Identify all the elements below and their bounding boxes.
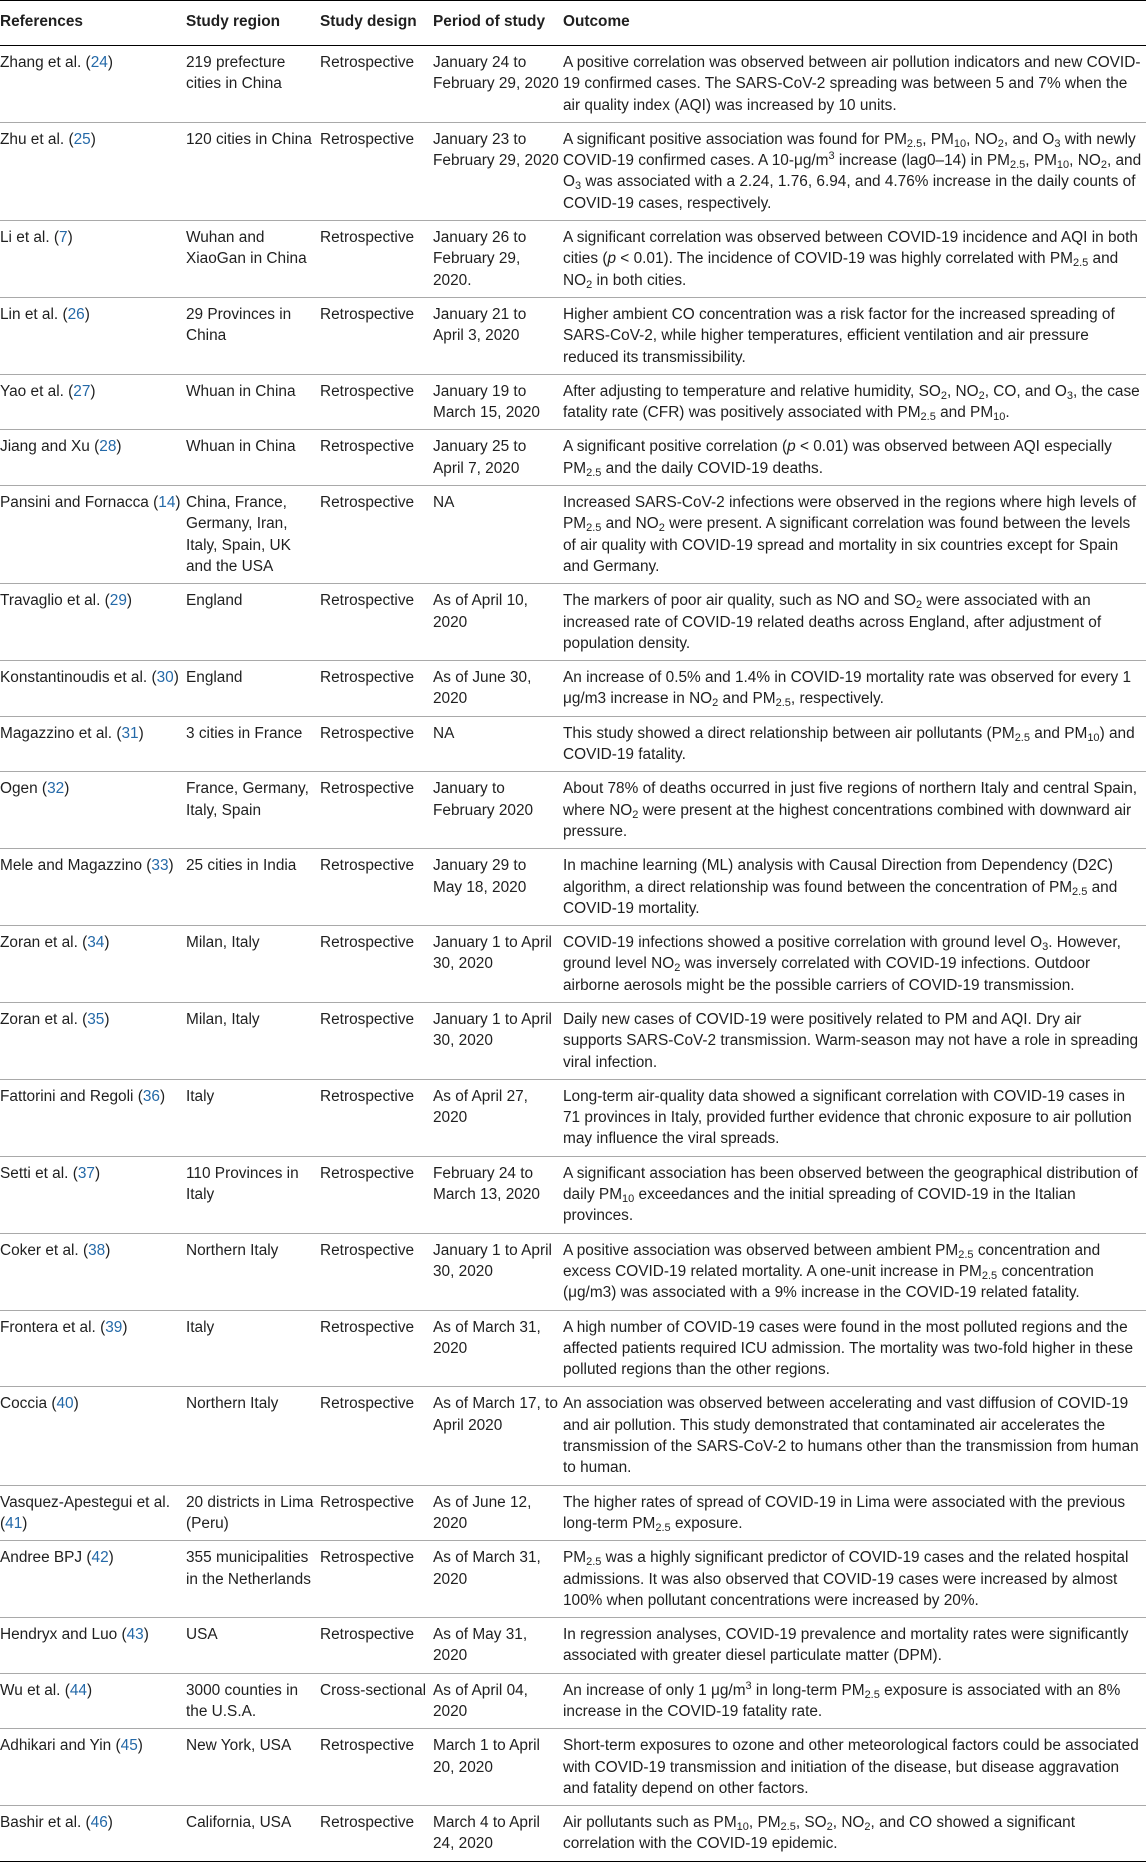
reference-number-link[interactable]: 37 <box>77 1164 95 1182</box>
study-design-cell: Retrospective <box>320 1618 433 1674</box>
reference-number-link[interactable]: 36 <box>142 1087 160 1105</box>
reference-author: Konstantinoudis et al. ( <box>0 669 157 687</box>
header-study-design: Study design <box>320 1 433 46</box>
reference-author: Zhu et al. ( <box>0 130 74 148</box>
reference-number-link[interactable]: 25 <box>73 130 91 148</box>
table-row <box>0 1806 1146 1862</box>
outcome-cell: An increase of 0.5% and 1.4% in COVID-19 mortality rate was observed for every 1 μg/m3 increase in $NO_2$ and $PM_{2.5}$, respectively. <box>563 661 1146 717</box>
study-region-cell: 3000 counties in the U.S.A. <box>186 1673 320 1729</box>
table-row <box>0 772 1146 849</box>
reference-number-link[interactable]: 42 <box>91 1549 109 1567</box>
reference-author: Wu et al. ( <box>0 1681 70 1699</box>
study-period-cell: January 24 to February 29, 2020 <box>433 46 563 123</box>
table-row <box>0 1002 1146 1079</box>
study-period-cell: January 23 to February 29, 2020 <box>433 122 563 220</box>
reference-number-link[interactable]: 29 <box>109 592 127 610</box>
study-period-cell: As of April 04, 2020 <box>433 1673 563 1729</box>
reference-author: Jiang and Xu ( <box>0 438 100 456</box>
table-row <box>0 849 1146 926</box>
reference-close-paren: ) <box>94 1164 101 1182</box>
table-row <box>0 1729 1146 1806</box>
outcome-cell: A high number of COVID-19 cases were found in the most polluted regions and the affected patients required ICU admission. The mortality was two-fold higher in these polluted regions than the other regions. <box>563 1310 1146 1387</box>
study-period-cell: March 1 to April 20, 2020 <box>433 1729 563 1806</box>
study-region-cell: New York, USA <box>186 1729 320 1806</box>
outcome-cell: In machine learning (ML) analysis with Causal Direction from Dependency (D2C) algorithm, a direct relationship was found between the concentration of $PM_{2.5}$ and COVID-19 mortality. <box>563 849 1146 926</box>
reference-author: Frontera et al. ( <box>0 1318 106 1336</box>
reference-number-link[interactable]: 40 <box>56 1395 74 1413</box>
study-period-cell: January 1 to April 30, 2020 <box>433 926 563 1003</box>
table-row <box>0 1156 1146 1233</box>
reference-number-link[interactable]: 26 <box>67 305 85 323</box>
study-region-cell: 20 districts in Lima (Peru) <box>186 1485 320 1541</box>
reference-close-paren: ) <box>84 305 90 323</box>
reference-author: Zoran et al. ( <box>0 1010 88 1028</box>
study-design-cell: Retrospective <box>320 1387 433 1485</box>
reference-author: Ogen ( <box>0 780 48 798</box>
study-period-cell: January 26 to February 29, 2020. <box>433 221 563 298</box>
study-region-cell: 219 prefecture cities in China <box>186 46 320 123</box>
outcome-cell: Short-term exposures to ozone and other meteorological factors could be associated with COVID-19 transmission and initiation of the disease, but disease aggravation and fatality depend on other factors. <box>563 1729 1146 1806</box>
study-region-cell: Italy <box>186 1310 320 1387</box>
study-region-cell: 29 Provinces in China <box>186 297 320 374</box>
reference-cell <box>0 1156 186 1233</box>
study-design-cell: Retrospective <box>320 1729 433 1806</box>
reference-number-link[interactable]: 39 <box>105 1318 123 1336</box>
study-region-cell: Northern Italy <box>186 1233 320 1310</box>
reference-close-paren: ) <box>108 1549 114 1567</box>
table-row <box>0 1673 1146 1729</box>
reference-cell <box>0 297 186 374</box>
reference-close-paren: ) <box>104 1010 110 1028</box>
reference-cell <box>0 1233 186 1310</box>
reference-cell <box>0 772 186 849</box>
reference-cell <box>0 1485 186 1541</box>
reference-number-link[interactable]: 32 <box>47 780 65 798</box>
outcome-cell: A significant correlation was observed between COVID-19 incidence and AQI in both cities (p < 0.01). The incidence of COVID-19 was highly correlated with $PM_{2.5}$ and $NO_2$ in both cities. <box>563 221 1146 298</box>
table-row <box>0 661 1146 717</box>
reference-cell <box>0 584 186 661</box>
reference-number-link[interactable]: 30 <box>156 669 174 687</box>
reference-cell <box>0 849 186 926</box>
outcome-cell: In regression analyses, COVID-19 prevalence and mortality rates were significantly associated with greater diesel particulate matter (DPM). <box>563 1618 1146 1674</box>
reference-number-link[interactable]: 33 <box>151 857 169 875</box>
reference-author: Travaglio et al. ( <box>0 592 110 610</box>
outcome-cell: Air pollutants such as $PM_{10}$, $PM_{2.5}$, $SO_2$, $NO_2$, and CO showed a significant correlation with the COVID-19 epidemic. <box>563 1806 1146 1862</box>
reference-close-paren: ) <box>122 1318 128 1336</box>
table-row <box>0 1541 1146 1618</box>
header-period-of-study: Period of study <box>433 1 563 46</box>
study-region-cell: California, USA <box>186 1806 320 1862</box>
reference-number-link[interactable]: 43 <box>126 1626 144 1644</box>
reference-cell <box>0 221 186 298</box>
reference-number-link[interactable]: 35 <box>87 1010 105 1028</box>
header-row <box>0 1 1146 46</box>
table-row <box>0 297 1146 374</box>
reference-cell <box>0 46 186 123</box>
study-region-cell: France, Germany, Italy, Spain <box>186 772 320 849</box>
reference-author: Magazzino et al. ( <box>0 724 122 742</box>
reference-cell <box>0 1002 186 1079</box>
outcome-cell: Long-term air-quality data showed a significant correlation with COVID-19 cases in 71 provinces in Italy, provided further evidence that chronic exposure to air pollution may influence the viral spreads. <box>563 1079 1146 1156</box>
table-row <box>0 1310 1146 1387</box>
reference-number-link[interactable]: 41 <box>5 1514 23 1532</box>
study-period-cell: January 1 to April 30, 2020 <box>433 1233 563 1310</box>
table-row <box>0 1618 1146 1674</box>
reference-cell <box>0 1618 186 1674</box>
table-row <box>0 1079 1146 1156</box>
reference-number-link[interactable]: 27 <box>73 382 91 400</box>
study-region-cell: Whuan in China <box>186 430 320 486</box>
study-design-cell: Retrospective <box>320 926 433 1003</box>
reference-cell <box>0 1310 186 1387</box>
study-region-cell: Northern Italy <box>186 1387 320 1485</box>
header-outcome: Outcome <box>563 1 1146 46</box>
reference-close-paren: ) <box>90 130 96 148</box>
outcome-cell: This study showed a direct relationship between air pollutants ($PM_{2.5}$ and $PM_{10}$) and COVID-19 fatality. <box>563 716 1146 772</box>
table-row <box>0 122 1146 220</box>
table-row <box>0 1485 1146 1541</box>
table-row <box>0 926 1146 1003</box>
outcome-cell: Higher ambient CO concentration was a risk factor for the increased spreading of SARS-CoV-2, while higher temperatures, efficient ventilation and air pressure reduced its transmissibility. <box>563 297 1146 374</box>
study-period-cell: As of April 10, 2020 <box>433 584 563 661</box>
study-design-cell: Retrospective <box>320 1485 433 1541</box>
study-design-cell: Retrospective <box>320 849 433 926</box>
table-body <box>0 46 1146 1862</box>
reference-close-paren: ) <box>90 382 96 400</box>
reference-cell <box>0 926 186 1003</box>
reference-close-paren: ) <box>173 669 179 687</box>
reference-number-link[interactable]: 7 <box>59 229 68 247</box>
table-row <box>0 716 1146 772</box>
reference-author: Pansini and Fornacca ( <box>0 494 159 512</box>
reference-close-paren: ) <box>73 1395 79 1413</box>
outcome-cell: A positive association was observed between ambient $PM_{2.5}$ concentration and excess COVID-19 related mortality. A one-unit increase in $PM_{2.5}$ concentration (μg/m3) was associated with a 9% increase in the COVID-19 related fatality. <box>563 1233 1146 1310</box>
reference-cell <box>0 1729 186 1806</box>
reference-number-link[interactable]: 14 <box>158 494 176 512</box>
study-period-cell: As of March 31, 2020 <box>433 1541 563 1618</box>
outcome-cell: Daily new cases of COVID-19 were positively related to PM and AQI. Dry air supports SARS-CoV-2 transmission. Warm-season may not have a role in spreading viral infection. <box>563 1002 1146 1079</box>
reference-author: Coker et al. ( <box>0 1241 89 1259</box>
reference-cell <box>0 1673 186 1729</box>
outcome-cell: An increase of only 1 $\mu g/m^3$ in long-term $PM_{2.5}$ exposure is associated with an 8% increase in the COVID-19 fatality rate. <box>563 1673 1146 1729</box>
outcome-cell: A significant positive association was found for $PM_{2.5}$, $PM_{10}$, $NO_2$, and $O_3$ with newly COVID-19 confirmed cases. A $10-\mu g/m^3$ increase (lag0–14) in $PM_{2.5}$, $PM_{10}$, $NO_2$, and $O_3$ was associated with a 2.24, 1.76, 6.94, and 4.76% increase in the daily counts of COVID-19 cases, respectively. <box>563 122 1146 220</box>
reference-close-paren: ) <box>86 1681 93 1699</box>
table-row <box>0 1233 1146 1310</box>
study-period-cell: As of June 30, 2020 <box>433 661 563 717</box>
reference-cell <box>0 430 186 486</box>
reference-cell <box>0 374 186 430</box>
study-period-cell: As of May 31, 2020 <box>433 1618 563 1674</box>
study-region-cell: Milan, Italy <box>186 1002 320 1079</box>
study-design-cell: Cross-sectional <box>320 1673 433 1729</box>
outcome-cell: The higher rates of spread of COVID-19 in Lima were associated with the previous long-term $PM_{2.5}$ exposure. <box>563 1485 1146 1541</box>
reference-author: Hendryx and Luo ( <box>0 1626 127 1644</box>
reference-number-link[interactable]: 38 <box>88 1241 106 1259</box>
study-period-cell: January to February 2020 <box>433 772 563 849</box>
reference-author: Setti et al. ( <box>0 1164 78 1182</box>
reference-close-paren: ) <box>175 494 181 512</box>
outcome-cell: About 78% of deaths occurred in just five regions of northern Italy and central Spain, where $NO_2$ were present at the highest concentrations combined with downward air pressure. <box>563 772 1146 849</box>
study-period-cell: January 25 to April 7, 2020 <box>433 430 563 486</box>
study-period-cell: January 1 to April 30, 2020 <box>433 1002 563 1079</box>
reference-close-paren: ) <box>107 54 113 71</box>
outcome-cell: After adjusting to temperature and relative humidity, $SO_2$, $NO_2$, CO, and $O_3$, the case fatality rate (CFR) was positively associated with $PM_{2.5}$ and $PM_{10}$. <box>563 374 1146 430</box>
reference-close-paren: ) <box>22 1514 28 1532</box>
reference-author: Adhikari and Yin ( <box>0 1737 121 1755</box>
reference-author: Zhang et al. ( <box>0 54 91 71</box>
table-row <box>0 374 1146 430</box>
study-design-cell: Retrospective <box>320 221 433 298</box>
reference-author: Zoran et al. ( <box>0 934 88 952</box>
outcome-cell: An association was observed between accelerating and vast diffusion of COVID-19 and air pollution. This study demonstrated that contaminated air accelerates the transmission of the SARS-CoV-2 to humans other than the transmission from human to human. <box>563 1387 1146 1485</box>
study-design-cell: Retrospective <box>320 297 433 374</box>
study-region-cell: 120 cities in China <box>186 122 320 220</box>
reference-cell <box>0 1079 186 1156</box>
study-design-cell: Retrospective <box>320 1002 433 1079</box>
reference-close-paren: ) <box>143 1626 149 1644</box>
reference-close-paren: ) <box>168 857 174 875</box>
reference-number-link[interactable]: 46 <box>90 1814 108 1832</box>
study-design-cell: Retrospective <box>320 1541 433 1618</box>
reference-number-link[interactable]: 28 <box>99 438 117 456</box>
reference-close-paren: ) <box>104 934 110 952</box>
outcome-cell: A positive correlation was observed between air pollution indicators and new COVID-19 confirmed cases. The SARS-CoV-2 spreading was between 5 and 7% when the air quality index (AQI) was increased by 10 units. <box>563 46 1146 123</box>
study-design-cell: Retrospective <box>320 430 433 486</box>
study-region-cell: China, France, Germany, Iran, Italy, Spain, UK and the USA <box>186 486 320 584</box>
study-region-cell: England <box>186 661 320 717</box>
outcome-cell: Increased SARS-CoV-2 infections were observed in the regions where high levels of $PM_{2.5}$ and $NO_2$ were present. A significant correlation was found between the levels of air quality with COVID-19 spread and mortality in six countries except for Spain and Germany. <box>563 486 1146 584</box>
study-design-cell: Retrospective <box>320 1079 433 1156</box>
study-period-cell: As of March 17, to April 2020 <box>433 1387 563 1485</box>
reference-cell <box>0 716 186 772</box>
outcome-cell: A significant association has been observed between the geographical distribution of daily $PM_{10}$ exceedances and the initial spreading of COVID-19 in the Italian provinces. <box>563 1156 1146 1233</box>
reference-close-paren: ) <box>160 1087 166 1105</box>
study-design-cell: Retrospective <box>320 584 433 661</box>
reference-number-link[interactable]: 31 <box>121 724 139 742</box>
reference-number-link[interactable]: 45 <box>120 1737 138 1755</box>
study-period-cell: March 4 to April 24, 2020 <box>433 1806 563 1862</box>
reference-author: Fattorini and Regoli ( <box>0 1087 143 1105</box>
reference-close-paren: ) <box>105 1241 111 1259</box>
reference-close-paren: ) <box>67 229 73 247</box>
table-row <box>0 584 1146 661</box>
study-region-cell: USA <box>186 1618 320 1674</box>
table-row <box>0 221 1146 298</box>
reference-cell <box>0 122 186 220</box>
outcome-cell: A significant positive correlation (p < 0.01) was observed between AQI especially $PM_{2.5}$ and the daily COVID-19 deaths. <box>563 430 1146 486</box>
study-region-cell: Italy <box>186 1079 320 1156</box>
study-period-cell: As of June 12, 2020 <box>433 1485 563 1541</box>
reference-author: Lin et al. ( <box>0 305 68 323</box>
reference-number-link[interactable]: 24 <box>90 54 108 71</box>
reference-close-paren: ) <box>107 1814 113 1832</box>
reference-author: Bashir et al. ( <box>0 1814 91 1832</box>
reference-close-paren: ) <box>138 724 144 742</box>
reference-number-link[interactable]: 44 <box>69 1681 87 1699</box>
study-region-cell: Milan, Italy <box>186 926 320 1003</box>
study-period-cell: February 24 to March 13, 2020 <box>433 1156 563 1233</box>
study-period-cell: As of March 31, 2020 <box>433 1310 563 1387</box>
table-row <box>0 1387 1146 1485</box>
outcome-cell: The markers of poor air quality, such as NO and $SO_2$ were associated with an increased rate of COVID-19 related deaths across England, after adjustment of population density. <box>563 584 1146 661</box>
study-design-cell: Retrospective <box>320 122 433 220</box>
reference-cell <box>0 1387 186 1485</box>
study-region-cell: Whuan in China <box>186 374 320 430</box>
reference-author: Vasquez-Apestegui et al. ( <box>0 1493 170 1532</box>
table-row <box>0 486 1146 584</box>
study-design-cell: Retrospective <box>320 1233 433 1310</box>
study-design-cell: Retrospective <box>320 1156 433 1233</box>
study-region-cell: 355 municipalities in the Netherlands <box>186 1541 320 1618</box>
study-design-cell: Retrospective <box>320 716 433 772</box>
study-region-cell: 3 cities in France <box>186 716 320 772</box>
reference-cell <box>0 486 186 584</box>
reference-cell <box>0 1806 186 1862</box>
study-region-cell: 110 Provinces in Italy <box>186 1156 320 1233</box>
reference-number-link[interactable]: 34 <box>87 934 105 952</box>
study-design-cell: Retrospective <box>320 772 433 849</box>
reference-close-paren: ) <box>137 1737 143 1755</box>
outcome-cell: $PM_{2.5}$ was a highly significant predictor of COVID-19 cases and the related hospital admissions. It was also observed that COVID-19 cases were increased by almost 100% when pollutant concentrations were increased by 20%. <box>563 1541 1146 1618</box>
study-period-cell: January 29 to May 18, 2020 <box>433 849 563 926</box>
reference-author: Andree BPJ ( <box>0 1549 92 1567</box>
study-region-cell: Wuhan and XiaoGan in China <box>186 221 320 298</box>
study-design-cell: Retrospective <box>320 486 433 584</box>
study-region-cell: 25 cities in India <box>186 849 320 926</box>
reference-cell <box>0 661 186 717</box>
study-design-cell: Retrospective <box>320 374 433 430</box>
reference-author: Li et al. ( <box>0 229 60 247</box>
table-row <box>0 46 1146 123</box>
study-design-cell: Retrospective <box>320 46 433 123</box>
header-references: References <box>0 1 186 46</box>
reference-cell <box>0 1541 186 1618</box>
reference-author: Yao et al. ( <box>0 382 74 400</box>
study-design-cell: Retrospective <box>320 1806 433 1862</box>
outcome-cell: COVID-19 infections showed a positive correlation with ground level $O_3$. However, ground level $NO_2$ was inversely correlated with COVID-19 infections. Outdoor airborne aerosols might be the possible carriers of COVID-19 transmission. <box>563 926 1146 1003</box>
table-row <box>0 430 1146 486</box>
reference-close-paren: ) <box>126 592 133 610</box>
reference-author: Coccia ( <box>0 1395 57 1413</box>
study-period-cell: NA <box>433 716 563 772</box>
reference-close-paren: ) <box>116 438 122 456</box>
study-period-cell: NA <box>433 486 563 584</box>
reference-author: Mele and Magazzino ( <box>0 857 152 875</box>
table-header <box>0 1 1146 46</box>
study-region-cell: England <box>186 584 320 661</box>
reference-close-paren: ) <box>64 780 70 798</box>
header-study-region: Study region <box>186 1 320 46</box>
study-period-cell: January 21 to April 3, 2020 <box>433 297 563 374</box>
study-period-cell: As of April 27, 2020 <box>433 1079 563 1156</box>
study-period-cell: January 19 to March 15, 2020 <box>433 374 563 430</box>
study-design-cell: Retrospective <box>320 661 433 717</box>
study-design-cell: Retrospective <box>320 1310 433 1387</box>
